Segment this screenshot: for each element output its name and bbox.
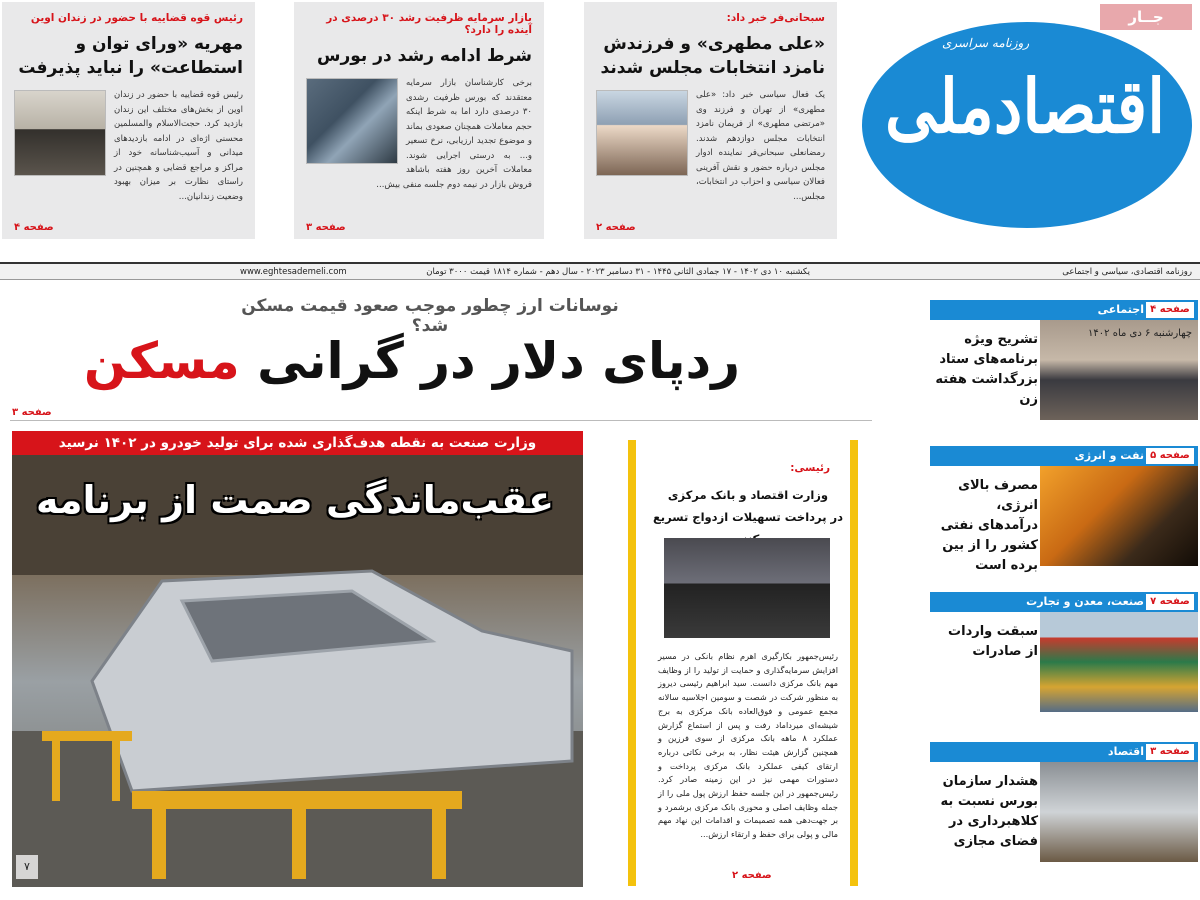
section-headline[interactable]: تشریح ویژه برنامه‌های ستاد بزرگداشت هفته زن bbox=[935, 332, 1038, 407]
section-header bbox=[930, 300, 1198, 320]
section-industry[interactable] bbox=[930, 592, 1198, 724]
raisi-kicker: رئیسی: bbox=[790, 462, 830, 474]
section-header bbox=[930, 446, 1198, 466]
teaser-body: یک فعال سیاسی خبر داد: «علی مطهری» از تهران و فرزند وی «مرتضی مطهری» از فریمان نامزد انتخابات مجلس دوازدهم شدند. رمضانعلی سبحانی‌فر نماینده ادوار مجلس درباره حضور و نقش آفرینی فعالان سیاسی و احزاب در انتخابات، مجلس... bbox=[596, 88, 825, 204]
section-name: اقتصاد bbox=[1107, 745, 1144, 758]
section-photo bbox=[1040, 466, 1198, 566]
photo-story-bar: وزارت صنعت به نقطه هدف‌گذاری شده برای تولید خودرو در ۱۴۰۲ نرسید bbox=[12, 431, 583, 455]
teaser-page[interactable]: صفحه ۴ bbox=[14, 222, 54, 233]
evin-photo bbox=[14, 90, 106, 176]
section-name: اجتماعی bbox=[1097, 303, 1144, 316]
teaser-title[interactable]: «علی مطهری» و فرزندش نامزد انتخابات مجلس شدند bbox=[600, 34, 825, 78]
lead-headline[interactable] bbox=[83, 332, 740, 390]
teaser-evin[interactable] bbox=[2, 2, 255, 239]
photo-caption: چهارشنبه ۶ دی ماه ۱۴۰۲ bbox=[1088, 328, 1192, 339]
teaser-page[interactable]: صفحه ۲ bbox=[596, 222, 636, 233]
section-energy[interactable] bbox=[930, 446, 1198, 576]
section-name: صنعت، معدن و تجارت bbox=[1026, 595, 1144, 608]
teaser-kicker: رئیس قوه قضاییه با حضور در زندان اوین bbox=[30, 12, 243, 24]
raisi-title[interactable]: وزارت اقتصاد و بانک مرکزی در پرداخت تسهیلات ازدواج تسریع bbox=[652, 488, 844, 524]
website-link[interactable]: www.eghtesademeli.com bbox=[240, 267, 347, 277]
section-headline[interactable]: هشدار سازمان بورس نسبت به کلاهبرداری در فضای مجازی bbox=[940, 774, 1038, 849]
teaser-page[interactable]: صفحه ۳ bbox=[306, 222, 346, 233]
raisi-photo bbox=[664, 538, 830, 638]
headline-black: ردپای دلار در گرانی bbox=[239, 332, 740, 390]
section-header bbox=[930, 742, 1198, 762]
logo-subtitle: روزنامه سراسری bbox=[942, 36, 1030, 50]
section-photo bbox=[1040, 762, 1198, 862]
teaser-bourse[interactable] bbox=[294, 2, 544, 239]
section-header bbox=[930, 592, 1198, 612]
divider bbox=[10, 420, 872, 421]
masthead bbox=[850, 2, 1198, 242]
teaser-kicker: بازار سرمایه ظرفیت رشد ۳۰ درصدی در آینده را دارد؟ bbox=[326, 12, 532, 36]
section-page[interactable]: صفحه ۷ bbox=[1146, 594, 1194, 610]
teaser-motahari[interactable] bbox=[584, 2, 837, 239]
logo-name: اقتصادملی bbox=[885, 64, 1165, 151]
section-photo bbox=[1040, 612, 1198, 712]
lead-subhead: نوسانات ارز چطور موجب صعود قیمت مسکن شد؟ bbox=[241, 296, 619, 336]
section-social[interactable] bbox=[930, 300, 1198, 436]
photo-story-page[interactable]: ۷ bbox=[16, 855, 38, 879]
teaser-title[interactable]: مهریه «ورای توان و استطاعت» را نباید پذیرفت bbox=[18, 34, 243, 78]
issue-price: قیمت ۳۰۰۰ تومان bbox=[426, 267, 490, 277]
headline-red: مسکن bbox=[83, 332, 240, 390]
photo-story-title[interactable]: عقب‌ماندگی صمت از برنامه bbox=[35, 478, 555, 522]
raisi-page[interactable]: صفحه ۲ bbox=[732, 870, 772, 881]
raisi-body: رئیس‌جمهور بکارگیری اهرم نظام بانکی در مسیر افزایش سرمایه‌گذاری و حمایت از تولید را از وظایف مهم بانک مرکزی دانست. سید ابراهیم رئیسی دیروز به منظور شرکت در شصت و سومین اجلاسیه سالانه مجمع عمومی و فوق‌العاده بانک مرکزی به برج شیشه‌ای میرداماد رفت و پس از استماع گزارش عملکرد ۸ ماهه بانک مرکزی از سوی فرزین و همچنین گزارش هیئت نظار، به برخی نکاتی درباره ارتقای کیفی عملکرد بانک مرکزی پرداخت و دستورات مهمی نیز در این زمینه صادر کرد. رئیس‌جمهور در این جلسه حفظ ارزش پول ملی را از جمله وظایف اصلی و محوری بانک مرکزی برشمرد و بر جهت‌دهی همه تصمیمات و اقدامات این نهاد مهم مالی و پولی برای حفظ و ارتقاء ارزش... bbox=[658, 651, 838, 840]
section-page[interactable]: صفحه ۴ bbox=[1146, 302, 1194, 318]
lead-page[interactable]: صفحه ۳ bbox=[12, 407, 52, 418]
date-bar bbox=[0, 262, 1200, 280]
section-page[interactable]: صفحه ۳ bbox=[1146, 744, 1194, 760]
masthead-badge: جــار bbox=[1100, 4, 1192, 30]
section-economy[interactable] bbox=[930, 742, 1198, 884]
motahari-photo bbox=[596, 90, 688, 176]
paper-category: روزنامه اقتصادی، سیاسی و اجتماعی bbox=[1062, 267, 1192, 277]
section-page[interactable]: صفحه ۵ bbox=[1146, 448, 1194, 464]
bourse-photo bbox=[306, 78, 398, 164]
section-photo bbox=[1040, 320, 1198, 420]
teaser-kicker: سبحانی‌فر خبر داد: bbox=[726, 12, 825, 24]
section-name: نفت و انرژی bbox=[1074, 449, 1144, 462]
teaser-body: رئیس قوه قضاییه با حضور در زندان اوین از بخش‌های مختلف این زندان بازدید کرد. حجت‌الاسلام والمسلمین محسنی اژه‌ای در ادامه بازدیدهای میدانی و آسیب‌شناسانه خود از مراکز و مراجع قضایی و همچنین در راستای نظارت بر میزان بهبود وضعیت زندانیان... bbox=[14, 88, 243, 204]
section-headline[interactable]: مصرف بالای انرژی، درآمدهای نفتی کشور را از بین برده است bbox=[940, 478, 1038, 573]
teaser-body: برخی کارشناسان بازار سرمایه معتقدند که بورس ظرفیت رشدی ۳۰ درصدی دارد اما به شرط اینکه حجم معاملات همچنان صعودی بماند و موضوع تجدید ارزیابی، نرخ تسعیر و... به درستی اجرایی شوند. معاملات آخرین روز هفته باشاهد فروش بازار در نیمه دوم جلسه منفی بیش... bbox=[306, 76, 532, 192]
teaser-title[interactable]: شرط ادامه رشد در بورس bbox=[317, 46, 532, 66]
issue-date: یکشنبه ۱۰ دی ۱۴۰۲ - ۱۷ جمادی الثانی ۱۴۴۵ - ۳۱ دسامبر ۲۰۲۳ - سال دهم - شماره ۱۸۱۴ bbox=[492, 267, 810, 277]
section-headline[interactable]: سبقت واردات از صادرات bbox=[948, 624, 1038, 659]
raisi-box bbox=[628, 440, 858, 886]
